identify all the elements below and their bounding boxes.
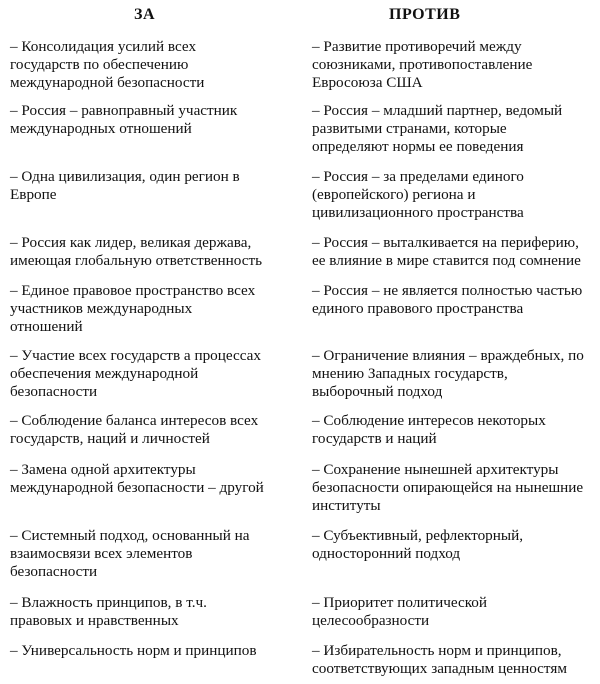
row-4-contra: – Россия – выталкивается на периферию, ее влияние в мире ставится под сомнение xyxy=(312,234,581,269)
row-8-contra: – Сохранение нынешней архитектуры безопасности опирающейся на нынешние институты xyxy=(312,461,584,514)
row-10-pro: – Влажность принципов, в т.ч. правовых и нравственных xyxy=(10,594,207,629)
row-1-pro: – Консолидация усилий всех государств по обеспечению международной безопасности xyxy=(10,38,205,91)
row-2-pro: – Россия – равноправный участник международных отношений xyxy=(10,102,238,137)
row-3-contra: – Россия – за пределами единого (европейского) региона и цивилизационного пространства xyxy=(312,168,524,221)
row-7-pro: – Соблюдение баланса интересов всех государств, наций и личностей xyxy=(10,412,259,447)
row-6-contra: – Ограничение влияния – враждебных, по мнению Западных государств, выборочный подход xyxy=(312,347,584,400)
row-5-pro: – Единое правовое пространство всех участников международных отношений xyxy=(10,282,256,335)
row-4-pro: – Россия как лидер, великая держава, имеющая глобальную ответственность xyxy=(10,234,263,269)
row-11-contra: – Избирательность норм и принципов, соответствующих западным ценностям xyxy=(312,642,567,677)
row-9-pro: – Системный подход, основанный на взаимосвязи всех элементов безопасности xyxy=(10,527,250,580)
row-9-contra: – Субъективный, рефлекторный, односторонний подход xyxy=(312,527,524,562)
row-11-pro: – Универсальность норм и принципов xyxy=(10,642,257,659)
row-6-pro: – Участие всех государств а процессах обеспечения международной безопасности xyxy=(10,347,262,400)
header-pro: ЗА xyxy=(134,6,155,23)
header-contra: ПРОТИВ xyxy=(389,6,461,23)
column-divider xyxy=(300,30,301,680)
row-10-contra: – Приоритет политической целесообразности xyxy=(312,594,488,629)
row-8-pro: – Замена одной архитектуры международной безопасности – другой xyxy=(10,461,264,496)
row-3-pro: – Одна цивилизация, один регион в Европе xyxy=(10,168,240,203)
row-1-contra: – Развитие противоречий между союзниками, противопоставление Евросоюза США xyxy=(312,38,533,91)
row-5-contra: – Россия – не является полностью частью единого правового пространства xyxy=(312,282,583,317)
row-7-contra: – Соблюдение интересов некоторых государств и наций xyxy=(312,412,546,447)
row-2-contra: – Россия – младший партнер, ведомый развитыми странами, которые определяют нормы ее поведения xyxy=(312,102,563,155)
